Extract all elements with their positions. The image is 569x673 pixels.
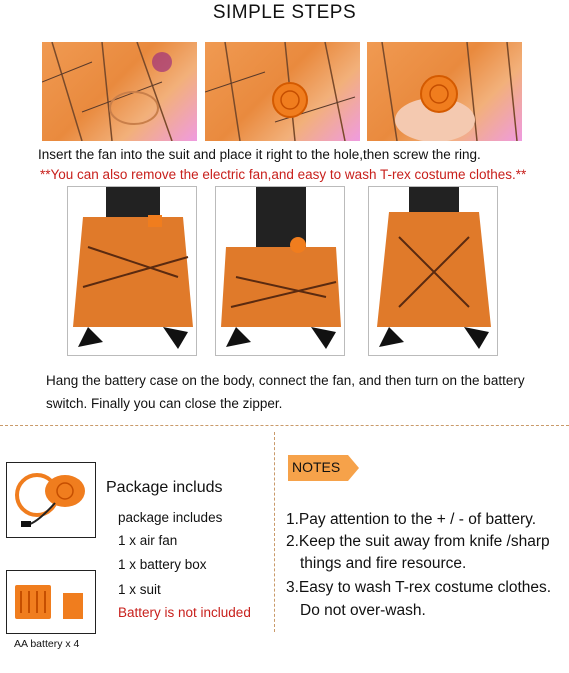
suit-left-illustration xyxy=(68,187,197,356)
note-item: 3.Easy to wash T-rex costume clothes. xyxy=(286,579,552,596)
package-item: 1 x air fan xyxy=(118,533,178,548)
battery-product-box xyxy=(6,570,96,634)
fan-product-illustration xyxy=(7,463,95,537)
step1-wash-note: **You can also remove the electric fan,and easy to wash T-rex costume clothes.** xyxy=(40,167,527,182)
suit-photo-right xyxy=(368,186,498,356)
note-item: things and fire resource. xyxy=(300,555,467,572)
step1-instruction: Insert the fan into the suit and place it right to the hole,then screw the ring. xyxy=(38,147,481,162)
suit-middle-illustration xyxy=(216,187,345,356)
fan-inserted-illustration xyxy=(205,42,360,141)
package-item: 1 x battery box xyxy=(118,557,207,572)
note-item: Do not over-wash. xyxy=(300,602,426,619)
notes-label: NOTES xyxy=(292,459,341,475)
step-photo-screw-ring xyxy=(367,42,522,141)
screw-ring-illustration xyxy=(367,42,522,141)
column-divider xyxy=(274,432,275,632)
battery-caption: AA battery x 4 xyxy=(14,638,80,650)
fan-hole-illustration xyxy=(42,42,197,141)
suit-photo-left xyxy=(67,186,197,356)
suit-photo-middle xyxy=(215,186,345,356)
step2-instruction: Hang the battery case on the body, connect the fan, and then turn on the battery switch. Finally you can close the zipper. xyxy=(46,373,525,411)
note-item: 2.Keep the suit away from knife /sharp xyxy=(286,533,550,550)
package-heading: Package includs xyxy=(106,479,223,496)
step-photo-fan-inserted xyxy=(205,42,360,141)
battery-not-included: Battery is not included xyxy=(118,605,251,620)
step-photo-fan-hole xyxy=(42,42,197,141)
package-item: package includes xyxy=(118,510,223,525)
note-item: 1.Pay attention to the + / - of battery. xyxy=(286,511,537,528)
suit-right-illustration xyxy=(369,187,498,356)
battery-box-illustration xyxy=(7,571,95,633)
page-title: SIMPLE STEPS xyxy=(212,2,357,23)
fan-product-box xyxy=(6,462,96,538)
package-item: 1 x suit xyxy=(118,582,161,597)
section-divider xyxy=(0,425,569,426)
